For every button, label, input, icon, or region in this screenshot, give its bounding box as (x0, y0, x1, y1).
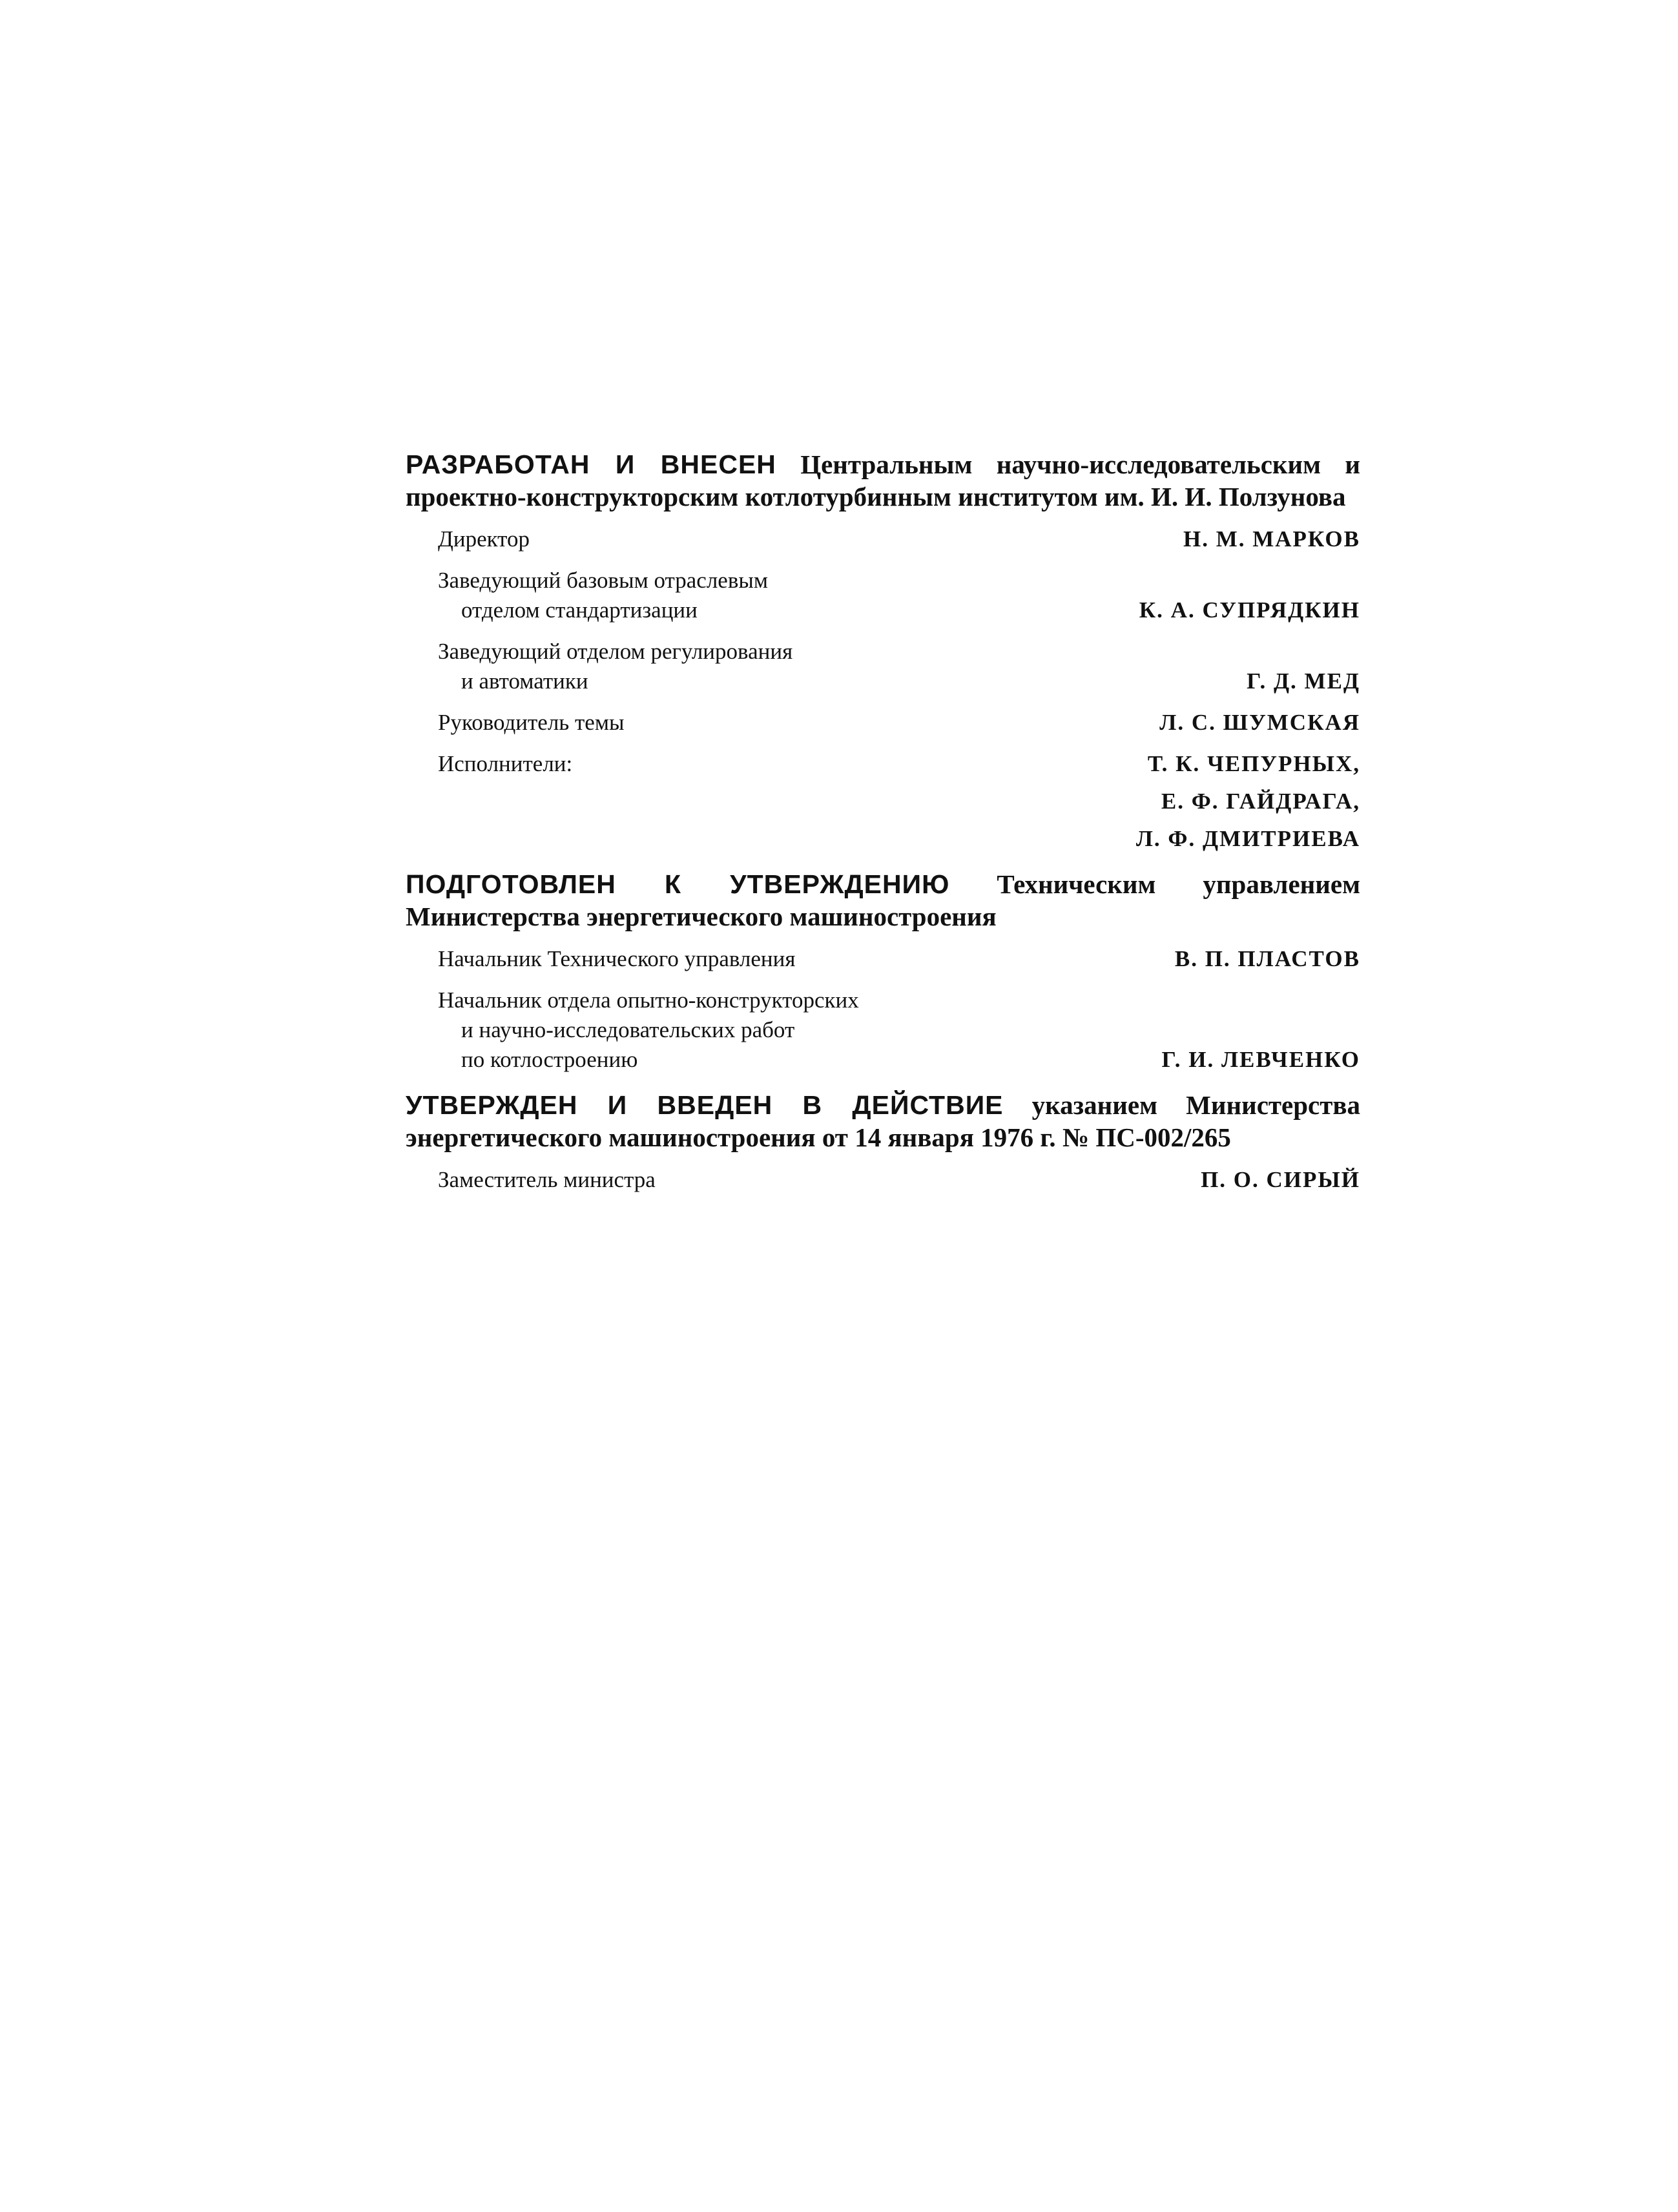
signatory-name: Л. Ф. ДМИТРИЕВА (1135, 826, 1360, 851)
signatory-names (1136, 749, 1360, 854)
section-lead: РАЗРАБОТАН И ВНЕСЕН (406, 450, 776, 479)
signatory-row (406, 637, 1360, 696)
section-heading (406, 1089, 1360, 1153)
signatory-name: Г. И. ЛЕВЧЕНКО (1161, 1047, 1360, 1072)
signatory-row (406, 566, 1360, 625)
signatory-name: К. А. СУПРЯДКИН (1139, 597, 1360, 623)
document-body (406, 448, 1360, 1209)
role-line: Начальник отдела опытно-конструкторских (438, 987, 859, 1013)
signatory-names (1183, 524, 1360, 554)
signatory-role (438, 986, 859, 1075)
signatory-role (438, 524, 530, 554)
section-prepared (406, 868, 1360, 1075)
role-line: Заведующий базовым отраслевым (438, 568, 769, 593)
section-heading (406, 448, 1360, 513)
signatory-role (438, 637, 792, 696)
signatory-names (1161, 1045, 1360, 1075)
signatory-name: Е. Ф. ГАЙДРАГА, (1161, 789, 1360, 814)
signatory-role (438, 566, 768, 625)
signatory-row (406, 986, 1360, 1075)
signatory-role (438, 749, 572, 779)
role-line: и научно-исследовательских работ (461, 1017, 795, 1042)
role-line: Заместитель министра (438, 1167, 656, 1192)
role-line: и автоматики (461, 668, 588, 694)
signatory-role (438, 1165, 656, 1195)
section-heading (406, 868, 1360, 933)
signatory-row (406, 944, 1360, 974)
signatory-names (1175, 944, 1360, 974)
role-line: отделом стандартизации (461, 597, 698, 623)
signatory-name: П. О. СИРЫЙ (1201, 1167, 1360, 1192)
role-line: Исполнители: (438, 751, 573, 776)
role-line: Директор (438, 526, 530, 552)
section-text: Техническим управлением Министерства энергетического машиностроения (406, 869, 1361, 931)
role-line: по котлостроению (461, 1047, 638, 1072)
signatory-row (406, 1165, 1360, 1195)
role-line: Заведующий отделом регулирования (438, 639, 793, 664)
role-line: Начальник Технического управления (438, 946, 796, 971)
signatory-names (1201, 1165, 1360, 1195)
signatory-names (1159, 708, 1360, 738)
section-approved (406, 1089, 1360, 1195)
signatory-name: Н. М. МАРКОВ (1183, 526, 1360, 552)
signatory-name: Т. К. ЧЕПУРНЫХ, (1147, 751, 1360, 776)
section-lead: УТВЕРЖДЕН И ВВЕДЕН В ДЕЙСТВИЕ (406, 1090, 1004, 1120)
signatory-names (1247, 667, 1360, 696)
signatory-name: Л. С. ШУМСКАЯ (1159, 710, 1360, 735)
signatory-role (438, 708, 625, 738)
section-developed (406, 448, 1360, 854)
signatory-name: Г. Д. МЕД (1247, 668, 1360, 694)
signatory-role (438, 944, 795, 974)
signatory-row (406, 749, 1360, 854)
signatory-name: В. П. ПЛАСТОВ (1174, 946, 1360, 971)
section-text: указанием Министерства энергетического машиностроения от 14 января 1976 г. № ПС-002/265 (406, 1090, 1361, 1152)
signatory-row (406, 708, 1360, 738)
signatory-row (406, 524, 1360, 554)
section-text: Центральным научно-исследовательским и проектно-конструкторским котлотурбинным институтом им. И. И. Ползунова (406, 450, 1360, 512)
role-line: Руководитель темы (438, 710, 625, 735)
signatory-names (1139, 595, 1360, 625)
section-lead: ПОДГОТОВЛЕН К УТВЕРЖДЕНИЮ (406, 869, 950, 899)
